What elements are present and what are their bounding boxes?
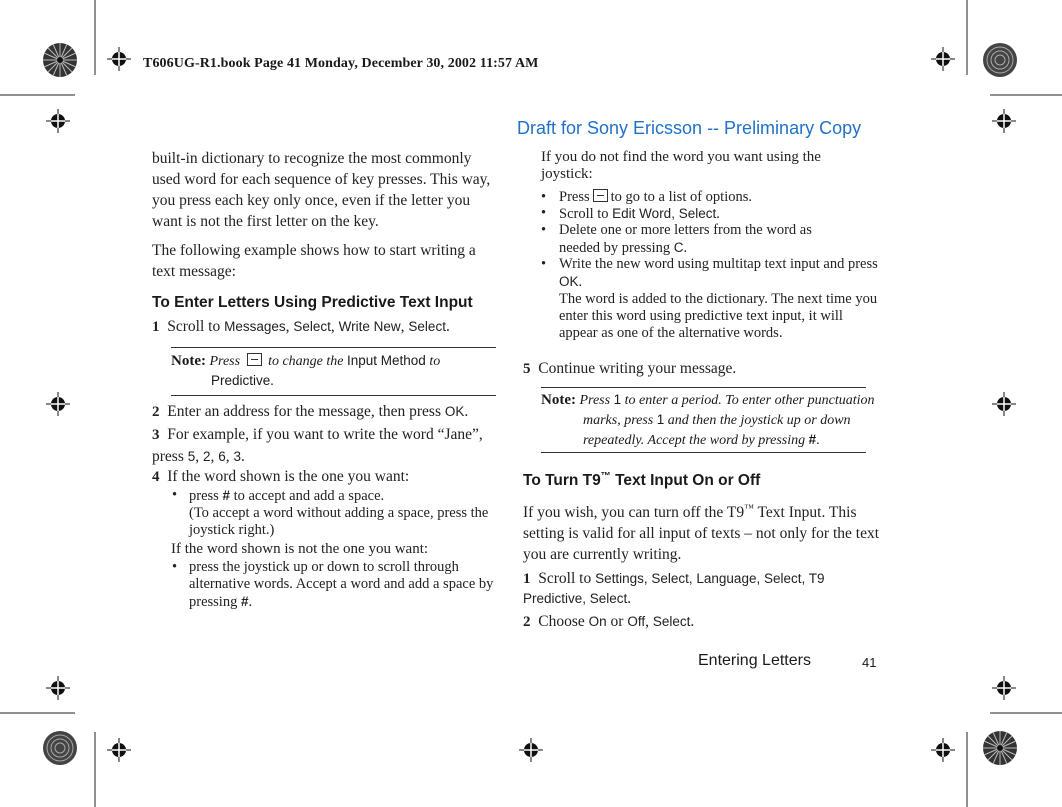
t9-step-1: 1 Scroll to Settings, Select, Language, Select, T9 Predictive, Select. <box>523 570 825 607</box>
crosshair-icon <box>992 392 1016 421</box>
example-paragraph: The following example shows how to start writing a text message: <box>152 242 476 280</box>
bullet-item: • Scroll to Edit Word, Select. <box>541 205 720 222</box>
t9-paragraph: If you wish, you can turn off the T9™ Text Input. This setting is valid for all input of texts – not only for the text you are currently writing. <box>523 503 880 564</box>
crosshair-icon <box>46 109 70 138</box>
crosshair-icon <box>107 738 131 767</box>
crosshair-icon <box>931 47 955 76</box>
right-intro: If you do not find the word you want using the joystick: <box>541 149 821 182</box>
step-1: 1 Scroll to Messages, Select, Write New, Select. <box>152 318 450 335</box>
crosshair-icon <box>107 47 131 76</box>
section-heading-t9: To Turn T9™ Text Input On or Off <box>523 471 761 490</box>
note-rule-bottom <box>541 452 866 453</box>
bullet-item: • press the joystick up or down to scroll through alternative words. Accept a word and add a space by pressing #. <box>172 559 494 610</box>
menu-key-icon <box>247 353 262 366</box>
section-heading: To Enter Letters Using Predictive Text Input <box>152 294 473 311</box>
starburst-icon <box>42 730 78 771</box>
crosshair-icon <box>519 738 543 767</box>
starburst-icon <box>42 42 78 83</box>
menu-key-icon <box>593 189 608 202</box>
crosshair-icon <box>992 676 1016 705</box>
note-box: Note: Press to change the Input Method to Predictive. <box>171 353 441 389</box>
bullet-item: • Press to go to a list of options. <box>541 189 752 205</box>
crosshair-icon <box>46 676 70 705</box>
step-4-alt: If the word shown is not the one you want: <box>171 541 429 557</box>
note-rule-top <box>541 387 866 388</box>
intro-paragraph: built-in dictionary to recognize the most commonly used word for each sequence of key presses. This way, you press each key only once, even if the letter you want is not the first letter on the key. <box>152 150 491 230</box>
bullet-item: • Delete one or more letters from the word as needed by pressing C. <box>541 222 812 256</box>
crosshair-icon <box>931 738 955 767</box>
page-number: 41 <box>862 655 877 670</box>
t9-step-2: 2 Choose On or Off, Select. <box>523 613 695 630</box>
starburst-icon <box>982 730 1018 771</box>
note-box: Note: Press 1 to enter a period. To enter other punctuation marks, press 1 and then the joystick up or down repeatedly. Accept the word by pressing #. <box>541 392 875 448</box>
bullet-item: • press # to accept and add a space. (To accept a word without adding a space, press the joystick right.) <box>172 487 489 538</box>
starburst-icon <box>982 42 1018 83</box>
step-2: 2 Enter an address for the message, then press OK. <box>152 403 469 420</box>
draft-notice: Draft for Sony Ericsson -- Preliminary Copy <box>517 118 862 138</box>
section-footer: Entering Letters <box>698 652 811 669</box>
book-header: T606UG-R1.book Page 41 Monday, December 30, 2002 11:57 AM <box>143 56 539 71</box>
step-3: 3 For example, if you want to write the word “Jane”, press 5, 2, 6, 3. <box>152 426 483 465</box>
crosshair-icon <box>46 392 70 421</box>
note-rule-top <box>171 347 496 348</box>
note-rule-bottom <box>171 395 496 396</box>
step-5: 5 Continue writing your message. <box>523 360 737 377</box>
step-4: 4 If the word shown is the one you want: <box>152 468 410 485</box>
crosshair-icon <box>992 109 1016 138</box>
bullet-item: • Write the new word using multitap text input and press OK. The word is added to the dictionary. The next time you enter this word using predictive text input, it will appear as one of the alternative words. <box>541 256 878 341</box>
